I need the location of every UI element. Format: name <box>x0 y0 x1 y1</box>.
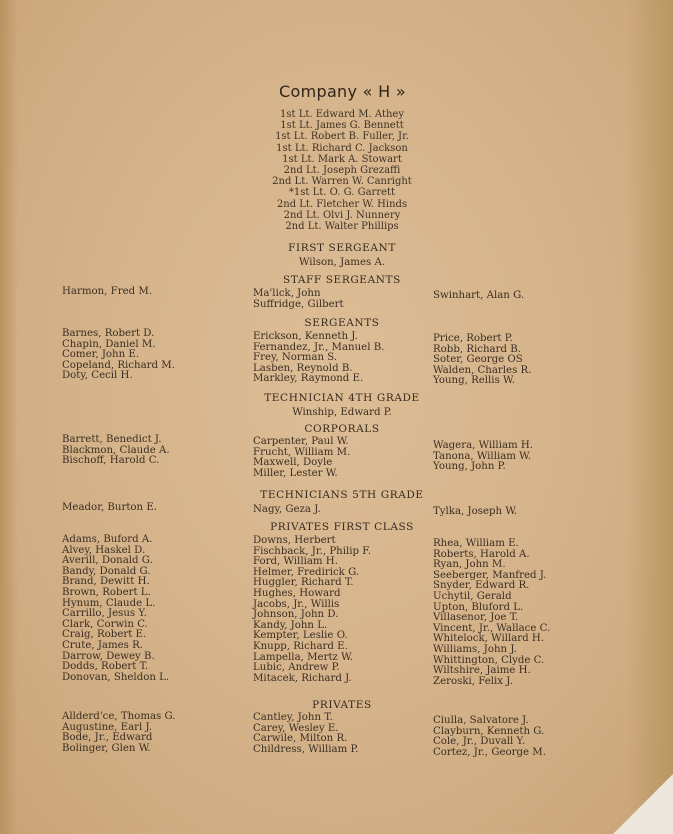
soldier-name: Clark, Corwin C. <box>62 618 148 630</box>
soldier-name: Young, Rellis W. <box>433 375 515 387</box>
officer-name: 1st Lt. James G. Bennett <box>280 120 404 132</box>
soldier-name: Tanona, William W. <box>433 450 532 462</box>
soldier-name: Miller, Lester W. <box>253 467 338 479</box>
soldier-name: Lampella, Mertz W. <box>253 651 354 663</box>
soldier-name: Zeroski, Felix J. <box>433 675 513 687</box>
soldier-name: Comer, John E. <box>62 349 140 361</box>
soldier-name: Young, John P. <box>433 461 506 473</box>
officer-name: 1st Lt. Richard C. Jackson <box>276 142 408 154</box>
soldier-name: Fernandez, Jr., Manuel B. <box>253 341 385 353</box>
soldier-name: Whitelock, Willard H. <box>433 633 545 645</box>
officer-name: 2nd Lt. Walter Phillips <box>285 221 399 233</box>
soldier-name: Walden, Charles R. <box>433 364 532 376</box>
section-heading-privates-first-class: PRIVATES FIRST CLASS <box>270 521 414 533</box>
section-heading-first-sergeant: FIRST SERGEANT <box>288 242 396 254</box>
soldier-name: Donovan, Sheldon L. <box>62 671 170 683</box>
officer-name: 1st Lt. Robert B. Fuller, Jr. <box>275 131 409 143</box>
sergeants-right-column <box>433 334 531 387</box>
soldier-name: Fischback, Jr., Philip F. <box>253 545 371 557</box>
soldier-name: Cantley, John T. <box>253 712 333 723</box>
soldier-name: Swinhart, Alan G. <box>433 290 525 301</box>
section-heading-privates: PRIVATES <box>312 699 372 711</box>
sergeants-left-column <box>62 329 175 382</box>
soldier-name: Bandy, Donald G. <box>62 565 151 577</box>
soldier-name: Alvey, Haskel D. <box>62 544 146 556</box>
officer-name: 1st Lt. Mark A. Stowart <box>282 153 402 165</box>
officers-list <box>0 109 673 232</box>
soldier-name: Childress, William P. <box>253 743 359 755</box>
section-heading-corporals: CORPORALS <box>304 423 380 435</box>
soldier-name: Nagy, Geza J. <box>253 504 321 515</box>
soldier-name: Chapin, Daniel M. <box>62 338 156 350</box>
technician-4th-name: Winship, Edward P. <box>292 407 392 418</box>
soldier-name: Williams, John J. <box>433 643 517 655</box>
section-heading-technicians-5th-grade: TECHNICIANS 5TH GRADE <box>260 489 424 501</box>
staff-sergeants-left-column <box>62 287 152 298</box>
soldier-name: Bolinger, Glen W. <box>62 742 151 754</box>
soldier-name: Darrow, Dewey B. <box>62 650 155 662</box>
soldier-name: Roberts, Harold A. <box>433 548 530 560</box>
pfc-left-column <box>62 535 169 683</box>
soldier-name: Upton, Bluford L. <box>433 601 524 613</box>
soldier-name: Barrett, Benedict J. <box>62 434 162 445</box>
soldier-name: Carpenter, Paul W. <box>253 436 349 447</box>
soldier-name: Dodds, Robert T. <box>62 661 149 673</box>
soldier-name: Bischoff, Harold C. <box>62 455 160 467</box>
soldier-name: Huggler, Richard T. <box>253 577 354 589</box>
section-heading-sergeants: SERGEANTS <box>304 317 380 329</box>
soldier-name: Lasben, Reynold B. <box>253 362 353 374</box>
pfc-right-column <box>433 539 550 687</box>
soldier-name: Maxwell, Doyle <box>253 457 333 469</box>
soldier-name: Brown, Robert L. <box>62 586 151 598</box>
soldier-name: Brand, Dewitt H. <box>62 576 150 588</box>
soldier-name: Cortez, Jr., George M. <box>433 746 546 758</box>
officer-name: 1st Lt. Edward M. Athey <box>280 109 404 120</box>
soldier-name: Markley, Raymond E. <box>253 373 364 385</box>
staff-sergeants-center-column <box>253 289 344 310</box>
technicians-5th-left-column <box>62 503 157 514</box>
soldier-name: Downs, Herbert <box>253 535 336 546</box>
section-heading-technician-4th-grade: TECHNICIAN 4TH GRADE <box>264 392 420 404</box>
section-heading-staff-sergeants: STAFF SERGEANTS <box>283 274 401 286</box>
soldier-name: Johnson, John D. <box>253 609 339 621</box>
soldier-name: Frucht, William M. <box>253 446 351 458</box>
officer-name: *1st Lt. O. G. Garrett <box>288 187 396 199</box>
soldier-name: Kempter, Leslie O. <box>253 630 348 642</box>
soldier-name: Hynum, Claude L. <box>62 597 156 609</box>
staff-sergeants-right-column <box>433 291 524 302</box>
soldier-name: Copeland, Richard M. <box>62 359 175 371</box>
soldier-name: Seeberger, Manfred J. <box>433 569 547 581</box>
soldier-name: Kandy, John L. <box>253 619 328 631</box>
soldier-name: Uchytil, Gerald <box>433 590 512 602</box>
soldier-name: Allderd'ce, Thomas G. <box>62 711 176 722</box>
officer-name: 2nd Lt. Olvi J. Nunnery <box>283 209 401 221</box>
corporals-left-column <box>62 435 170 467</box>
soldier-name: Hughes, Howard <box>253 587 341 599</box>
soldier-name: Carrillo, Jesus Y. <box>62 608 148 620</box>
soldier-name: Carwile, Milton R. <box>253 733 348 745</box>
soldier-name: Meador, Burton E. <box>62 502 158 513</box>
soldier-name: Whittington, Clyde C. <box>433 654 545 666</box>
company-title: Company « H » <box>279 82 406 101</box>
soldier-name: Bode, Jr., Edward <box>62 732 153 744</box>
soldier-name: Barnes, Robert D. <box>62 328 155 339</box>
soldier-name: Tylka, Joseph W. <box>433 506 518 517</box>
soldier-name: Carey, Wesley E. <box>253 722 339 734</box>
first-sergeant-name: Wilson, James A. <box>298 257 386 268</box>
soldier-name: Crute, James R. <box>62 639 144 651</box>
privates-right-column <box>433 716 546 758</box>
soldier-name: Ryan, John M. <box>433 559 506 571</box>
soldier-name: Blackmon, Claude A. <box>62 444 170 456</box>
technicians-5th-center-column <box>253 505 321 516</box>
soldier-name: Harmon, Fred M. <box>62 286 153 297</box>
soldier-name: Vincent, Jr., Wallace C. <box>433 622 551 634</box>
soldier-name: Craig, Robert E. <box>62 629 147 641</box>
corporals-center-column <box>253 437 350 479</box>
technicians-5th-right-column <box>433 507 517 518</box>
soldier-name: Frey, Norman S. <box>253 352 338 364</box>
soldier-name: Erickson, Kenneth J. <box>253 331 358 342</box>
soldier-name: Soter, George OS <box>433 354 523 366</box>
officer-name: 2nd Lt. Fletcher W. Hinds <box>276 198 408 210</box>
soldier-name: Ford, William H. <box>253 556 338 568</box>
soldier-name: Cole, Jr., Duvall Y. <box>433 736 526 748</box>
pfc-center-column <box>253 536 371 684</box>
soldier-name: Snyder, Edward R. <box>433 580 530 592</box>
corporals-right-column <box>433 441 533 473</box>
privates-left-column <box>62 712 176 754</box>
privates-center-column <box>253 713 359 755</box>
soldier-name: Wagera, William H. <box>433 440 534 451</box>
soldier-name: Price, Robert P. <box>433 333 513 344</box>
soldier-name: Jacobs, Jr., Willis <box>253 598 340 610</box>
soldier-name: Clayburn, Kenneth G. <box>433 725 545 737</box>
soldier-name: Helmer, Fredirick G. <box>253 566 360 578</box>
officer-name: 2nd Lt. Joseph Grezaffi <box>283 165 401 177</box>
soldier-name: Doty, Cecil H. <box>62 370 133 382</box>
soldier-name: Villasenor, Joe T. <box>433 612 519 624</box>
soldier-name: Robb, Richard B. <box>433 343 521 355</box>
soldier-name: Averill, Donald G. <box>62 555 153 567</box>
soldier-name: Suffridge, Gilbert <box>253 298 344 310</box>
soldier-name: Rhea, William E. <box>433 538 519 549</box>
soldier-name: Wiltshire, Jaime H. <box>433 665 531 677</box>
soldier-name: Ma'lick, John <box>253 288 321 299</box>
soldier-name: Ciulla, Salvatore J. <box>433 715 529 726</box>
soldier-name: Lubic, Andrew P. <box>253 662 340 674</box>
sergeants-center-column <box>253 332 384 385</box>
soldier-name: Augustine, Earl J. <box>62 721 153 733</box>
soldier-name: Knupp, Richard E. <box>253 640 348 652</box>
torn-corner <box>613 774 673 834</box>
soldier-name: Adams, Buford A. <box>62 534 153 545</box>
soldier-name: Mitacek, Richard J. <box>253 672 352 684</box>
officer-name: 2nd Lt. Warren W. Canright <box>272 176 412 188</box>
